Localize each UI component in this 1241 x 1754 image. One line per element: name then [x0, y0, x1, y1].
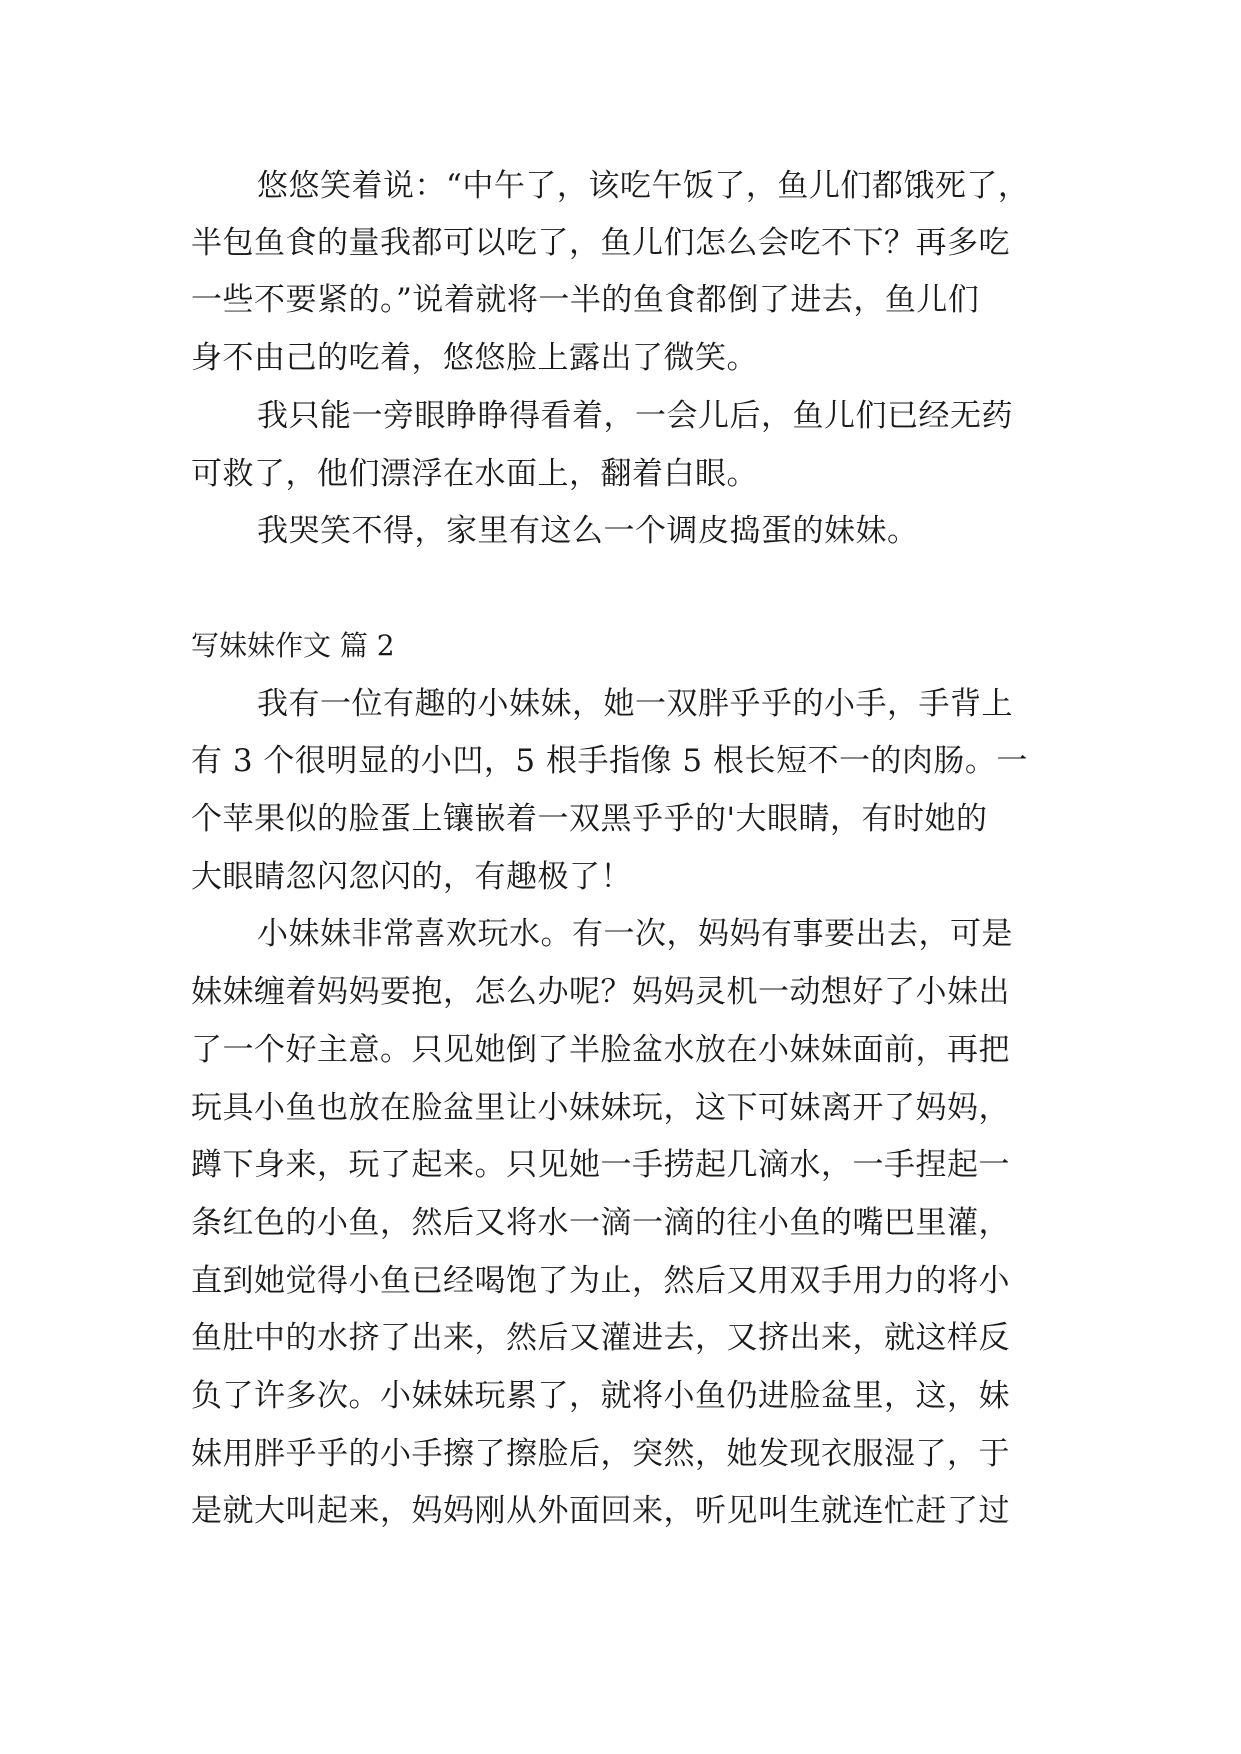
section-heading: 写妹妹作文 篇 2 — [191, 629, 395, 662]
paragraph-line: 是就大叫起来，妈妈刚从外面回来，听见叫生就连忙赶了过 — [191, 1493, 1010, 1529]
paragraph-line: 妹妹缠着妈妈要抱，怎么办呢？妈妈灵机一动想好了小妹出 — [191, 974, 1010, 1010]
paragraph-line: 我哭笑不得，家里有这么一个调皮捣蛋的妹妹。 — [257, 513, 919, 549]
paragraph-line: 一些不要紧的。”说着就将一半的鱼食都倒了进去，鱼儿们 — [191, 282, 980, 318]
paragraph-line: 鱼肚中的水挤了出来，然后又灌进去，又挤出来，就这样反 — [191, 1320, 1010, 1356]
paragraph-line: 大眼睛忽闪忽闪的，有趣极了！ — [191, 859, 632, 895]
paragraph-line: 了一个好主意。只见她倒了半脸盆水放在小妹妹面前，再把 — [191, 1032, 1010, 1068]
paragraph-line: 负了许多次。小妹妹玩累了，就将小鱼仍进脸盆里，这，妹 — [191, 1378, 1010, 1414]
paragraph-line: 妹用胖乎乎的小手擦了擦脸后，突然，她发现衣服湿了，于 — [191, 1436, 1010, 1472]
paragraph-line: 半包鱼食的量我都可以吃了，鱼儿们怎么会吃不下？再多吃 — [191, 225, 1010, 261]
paragraph-line: 蹲下身来，玩了起来。只见她一手捞起几滴水，一手捏起一 — [191, 1147, 1010, 1183]
paragraph-line: 可救了，他们漂浮在水面上，翻着白眼。 — [191, 456, 758, 492]
paragraph-line: 玩具小鱼也放在脸盆里让小妹妹玩，这下可妹离开了妈妈， — [191, 1090, 1010, 1126]
paragraph-line: 身不由己的吃着，悠悠脸上露出了微笑。 — [191, 340, 758, 376]
paragraph-line: 个苹果似的脸蛋上镶嵌着一双黑乎乎的'大眼睛，有时她的 — [191, 801, 988, 837]
paragraph-line: 小妹妹非常喜欢玩水。有一次，妈妈有事要出去，可是 — [257, 916, 1013, 952]
paragraph-line: 有 3 个很明显的小凹，5 根手指像 5 根长短不一的肉肠。一 — [191, 743, 1028, 779]
paragraph-line: 我只能一旁眼睁睁得看着，一会儿后，鱼儿们已经无药 — [257, 398, 1013, 434]
paragraph-line: 悠悠笑着说：“中午了，该吃午饭了，鱼儿们都饿死了， — [257, 168, 1030, 204]
paragraph-line: 条红色的小鱼，然后又将水一滴一滴的往小鱼的嘴巴里灌， — [191, 1205, 1010, 1241]
paragraph-line: 我有一位有趣的小妹妹，她一双胖乎乎的小手，手背上 — [257, 686, 1013, 722]
paragraph-line: 直到她觉得小鱼已经喝饱了为止，然后又用双手用力的将小 — [191, 1263, 1010, 1299]
